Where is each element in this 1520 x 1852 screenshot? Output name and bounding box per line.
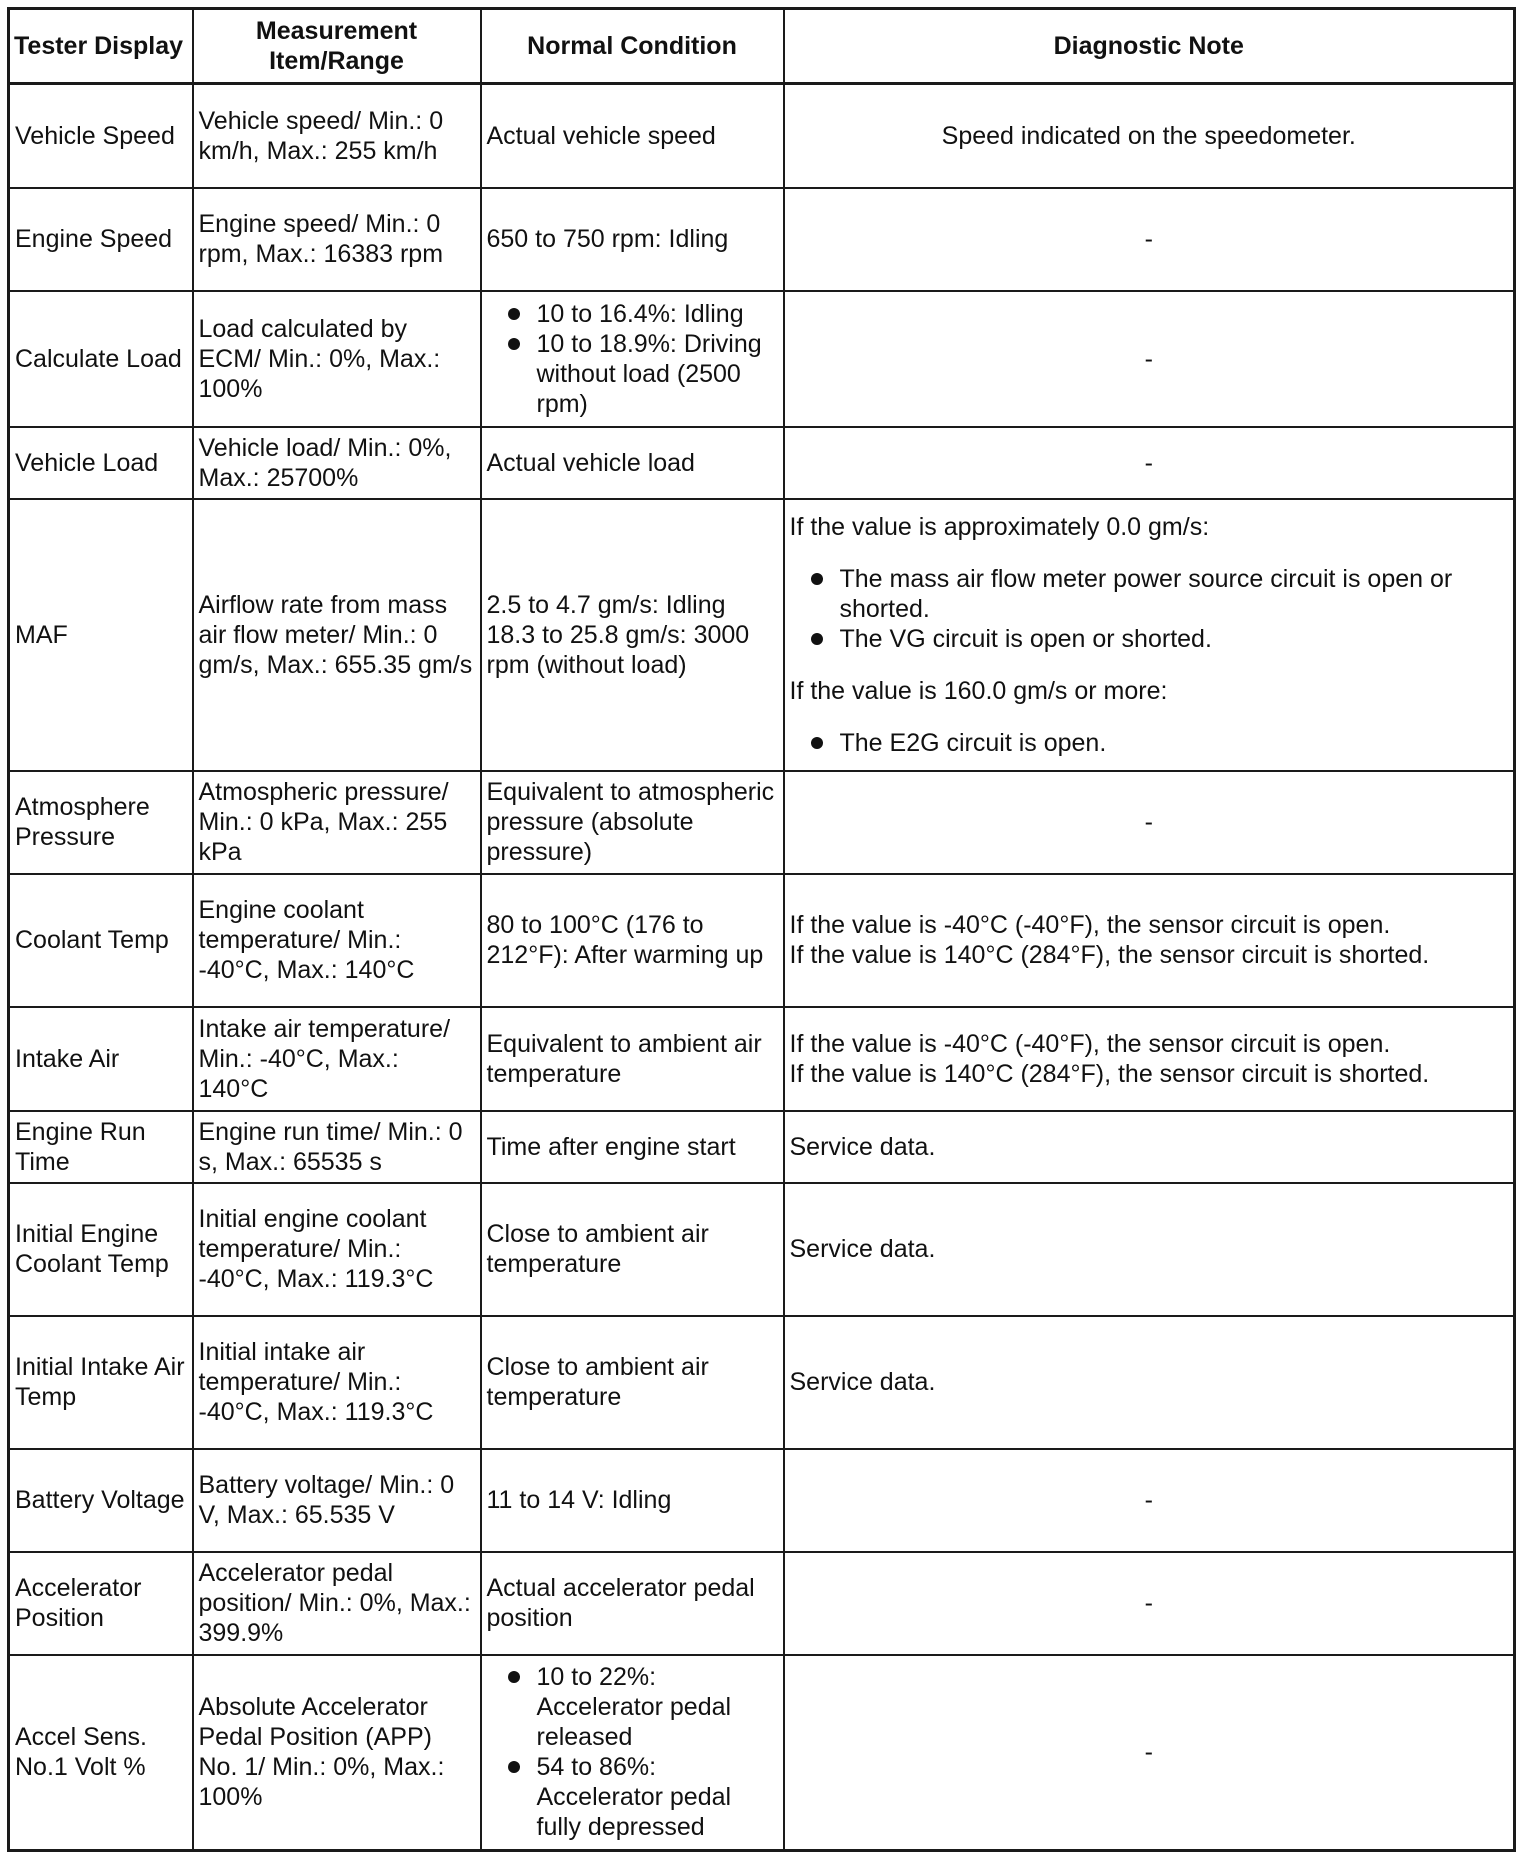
normal-condition-list bbox=[487, 299, 778, 419]
normal-condition-cell: 80 to 100°C (176 to 212°F): After warming up bbox=[481, 874, 784, 1007]
tester-display-cell: Engine Run Time bbox=[9, 1111, 193, 1183]
tester-display-cell: Coolant Temp bbox=[9, 874, 193, 1007]
diagnostic-note-cell bbox=[784, 874, 1515, 1007]
list-item: The VG circuit is open or shorted. bbox=[790, 624, 1509, 654]
tester-display-cell: Accelerator Position bbox=[9, 1552, 193, 1655]
diagnostic-note-cell bbox=[784, 499, 1515, 771]
note-line: If the value is -40°C (-40°F), the sensor circuit is open. bbox=[789, 911, 1391, 939]
diagnostic-note-cell bbox=[784, 1007, 1515, 1111]
bullet-icon bbox=[508, 1761, 520, 1773]
measurement-cell: Engine coolant temperature/ Min.: -40°C, Max.: 140°C bbox=[193, 874, 481, 1007]
diagnostic-note-cell: Speed indicated on the speedometer. bbox=[784, 84, 1515, 188]
note-line: If the value is 140°C (284°F), the sensor circuit is shorted. bbox=[789, 941, 1430, 969]
table-row bbox=[9, 771, 1515, 874]
normal-condition-cell bbox=[481, 291, 784, 427]
tester-display-cell: Engine Speed bbox=[9, 188, 193, 291]
normal-condition-cell: 650 to 750 rpm: Idling bbox=[481, 188, 784, 291]
measurement-cell: Absolute Accelerator Pedal Position (APP) No. 1/ Min.: 0%, Max.: 100% bbox=[193, 1655, 481, 1851]
table-row bbox=[9, 1007, 1515, 1111]
measurement-cell: Atmospheric pressure/ Min.: 0 kPa, Max.: 255 kPa bbox=[193, 771, 481, 874]
measurement-cell: Initial intake air temperature/ Min.: -40°C, Max.: 119.3°C bbox=[193, 1316, 481, 1449]
normal-condition-cell: Actual accelerator pedal position bbox=[481, 1552, 784, 1655]
note-intro: If the value is 160.0 gm/s or more: bbox=[789, 676, 1168, 705]
table-row bbox=[9, 1111, 1515, 1183]
list-item: 10 to 18.9%: Driving without load (2500 rpm) bbox=[487, 329, 778, 419]
header-measurement-item: Measurement Item/Range bbox=[193, 9, 481, 84]
diagnostic-note-cell: Service data. bbox=[784, 1316, 1515, 1449]
diagnostic-note-cell: - bbox=[784, 771, 1515, 874]
tester-display-cell: Atmosphere Pressure bbox=[9, 771, 193, 874]
normal-condition-cell: 11 to 14 V: Idling bbox=[481, 1449, 784, 1552]
measurement-cell: Intake air temperature/ Min.: -40°C, Max.: 140°C bbox=[193, 1007, 481, 1111]
tester-display-cell: MAF bbox=[9, 499, 193, 771]
normal-condition-line: 2.5 to 4.7 gm/s: Idling bbox=[486, 590, 726, 619]
measurement-cell: Airflow rate from mass air flow meter/ Min.: 0 gm/s, Max.: 655.35 gm/s bbox=[193, 499, 481, 771]
tester-display-cell: Intake Air bbox=[9, 1007, 193, 1111]
header-tester-display: Tester Display bbox=[9, 9, 193, 84]
normal-condition-cell bbox=[481, 499, 784, 771]
table-row bbox=[9, 874, 1515, 1007]
normal-condition-cell: Close to ambient air temperature bbox=[481, 1183, 784, 1316]
data-list-table bbox=[7, 7, 1516, 1852]
measurement-cell: Battery voltage/ Min.: 0 V, Max.: 65.535 V bbox=[193, 1449, 481, 1552]
diagnostic-note-cell: - bbox=[784, 427, 1515, 499]
bullet-icon bbox=[811, 633, 823, 645]
list-item: 10 to 22%: Accelerator pedal released bbox=[487, 1662, 778, 1752]
tester-display-cell: Initial Engine Coolant Temp bbox=[9, 1183, 193, 1316]
bullet-icon bbox=[811, 573, 823, 585]
note-list bbox=[790, 564, 1509, 654]
tester-display-cell: Initial Intake Air Temp bbox=[9, 1316, 193, 1449]
normal-condition-cell: Actual vehicle speed bbox=[481, 84, 784, 188]
diagnostic-note-cell: Service data. bbox=[784, 1111, 1515, 1183]
bullet-icon bbox=[811, 737, 823, 749]
normal-condition-cell: Time after engine start bbox=[481, 1111, 784, 1183]
measurement-cell: Accelerator pedal position/ Min.: 0%, Max.: 399.9% bbox=[193, 1552, 481, 1655]
normal-condition-cell: Actual vehicle load bbox=[481, 427, 784, 499]
table-row bbox=[9, 188, 1515, 291]
note-intro: If the value is approximately 0.0 gm/s: bbox=[789, 512, 1210, 541]
tester-display-cell: Accel Sens. No.1 Volt % bbox=[9, 1655, 193, 1851]
diagnostic-note-cell: - bbox=[784, 1552, 1515, 1655]
normal-condition-cell bbox=[481, 1655, 784, 1851]
measurement-cell: Engine speed/ Min.: 0 rpm, Max.: 16383 rpm bbox=[193, 188, 481, 291]
table-row bbox=[9, 1183, 1515, 1316]
tester-display-cell: Calculate Load bbox=[9, 291, 193, 427]
normal-condition-list bbox=[487, 1662, 778, 1842]
normal-condition-cell: Close to ambient air temperature bbox=[481, 1316, 784, 1449]
table-row bbox=[9, 499, 1515, 771]
note-list bbox=[790, 728, 1509, 758]
measurement-cell: Vehicle load/ Min.: 0%, Max.: 25700% bbox=[193, 427, 481, 499]
list-item: 10 to 16.4%: Idling bbox=[487, 299, 778, 329]
diagnostic-note-cell: - bbox=[784, 1449, 1515, 1552]
table-row bbox=[9, 1655, 1515, 1851]
normal-condition-line: 18.3 to 25.8 gm/s: 3000 rpm (without load) bbox=[486, 620, 750, 679]
measurement-cell: Load calculated by ECM/ Min.: 0%, Max.: 100% bbox=[193, 291, 481, 427]
table-row bbox=[9, 1552, 1515, 1655]
measurement-cell: Vehicle speed/ Min.: 0 km/h, Max.: 255 km/h bbox=[193, 84, 481, 188]
bullet-icon bbox=[508, 308, 520, 320]
table-row bbox=[9, 291, 1515, 427]
tester-display-cell: Battery Voltage bbox=[9, 1449, 193, 1552]
measurement-cell: Engine run time/ Min.: 0 s, Max.: 65535 s bbox=[193, 1111, 481, 1183]
bullet-icon bbox=[508, 338, 520, 350]
diagnostic-note-cell: - bbox=[784, 291, 1515, 427]
bullet-icon bbox=[508, 1671, 520, 1683]
note-line: If the value is 140°C (284°F), the sensor circuit is shorted. bbox=[789, 1059, 1430, 1088]
tester-display-cell: Vehicle Load bbox=[9, 427, 193, 499]
header-diagnostic-note: Diagnostic Note bbox=[784, 9, 1515, 84]
table-row bbox=[9, 1316, 1515, 1449]
measurement-cell: Initial engine coolant temperature/ Min.: -40°C, Max.: 119.3°C bbox=[193, 1183, 481, 1316]
table-header-row bbox=[9, 9, 1515, 84]
diagnostic-note-cell: - bbox=[784, 188, 1515, 291]
list-item: The E2G circuit is open. bbox=[790, 728, 1509, 758]
diagnostic-note-cell: - bbox=[784, 1655, 1515, 1851]
list-item: 54 to 86%: Accelerator pedal fully depressed bbox=[487, 1752, 778, 1842]
tester-display-cell: Vehicle Speed bbox=[9, 84, 193, 188]
normal-condition-cell: Equivalent to ambient air temperature bbox=[481, 1007, 784, 1111]
table-row bbox=[9, 1449, 1515, 1552]
header-normal-condition: Normal Condition bbox=[481, 9, 784, 84]
normal-condition-cell: Equivalent to atmospheric pressure (absolute pressure) bbox=[481, 771, 784, 874]
diagnostic-note-cell: Service data. bbox=[784, 1183, 1515, 1316]
note-line: If the value is -40°C (-40°F), the sensor circuit is open. bbox=[789, 1029, 1391, 1058]
table-row bbox=[9, 427, 1515, 499]
table-row bbox=[9, 84, 1515, 188]
list-item: The mass air flow meter power source circuit is open or shorted. bbox=[790, 564, 1509, 624]
